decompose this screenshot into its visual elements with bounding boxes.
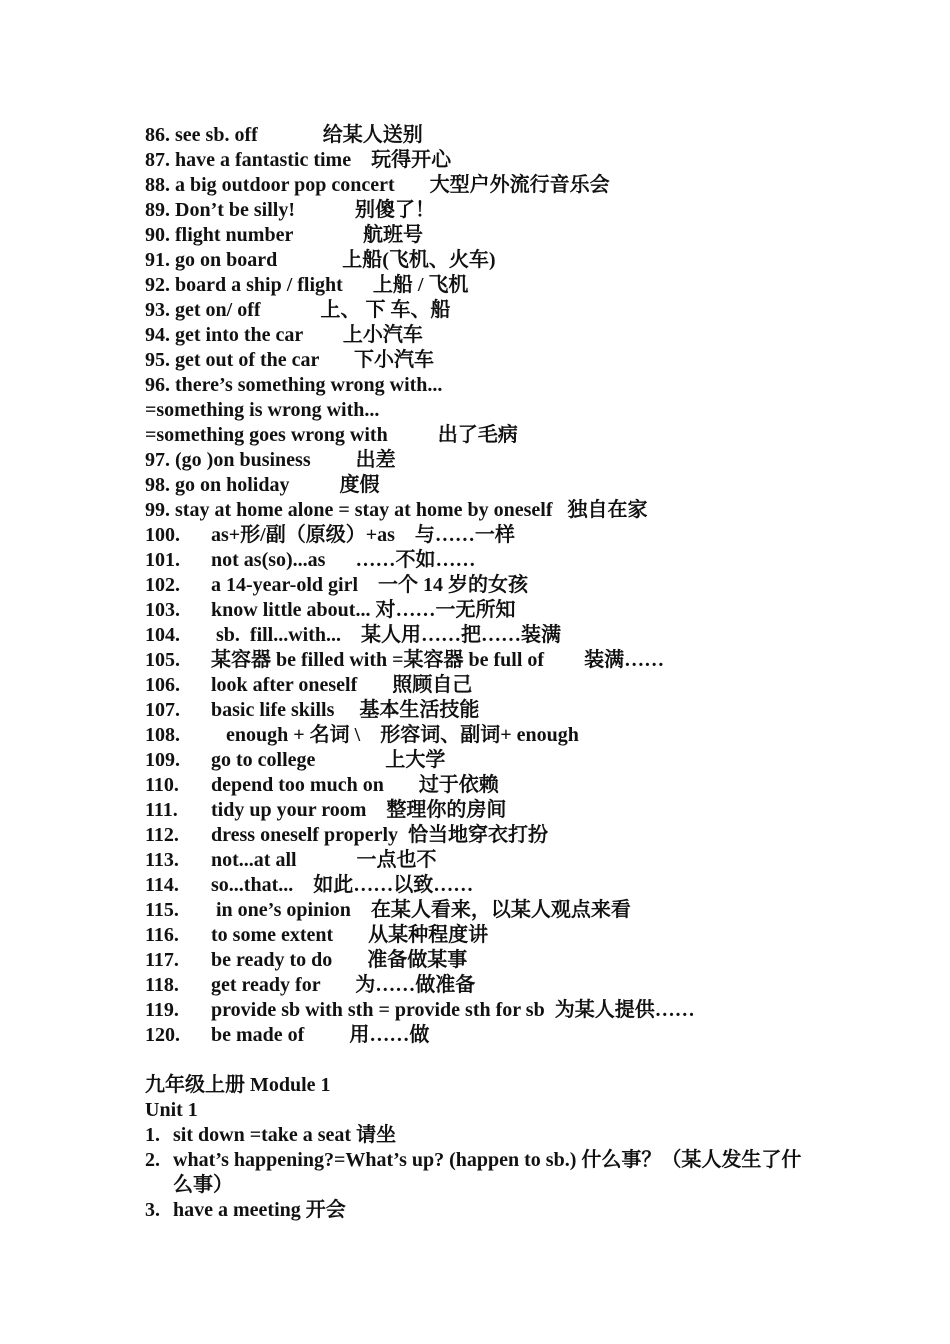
phrase-number: 116. <box>145 924 179 946</box>
phrase-number: 117. <box>145 949 179 971</box>
phrase-number: 115. <box>145 899 179 921</box>
phrase-line: 87. have a fantastic time 玩得开心 <box>145 149 452 171</box>
phrase-number: 114. <box>145 874 179 896</box>
numbered-phrase <box>145 823 825 848</box>
numbered-phrase <box>145 648 825 673</box>
phrase-line: 93. get on/ off 上、 下 车、船 <box>145 299 451 321</box>
numbered-phrase <box>145 848 825 873</box>
phrase-number: 100. <box>145 524 180 546</box>
phrase-number: 105. <box>145 649 180 671</box>
numbered-phrase <box>145 723 825 748</box>
phrase-number: 108. <box>145 724 180 746</box>
numbered-phrase <box>145 923 825 948</box>
phrase-text: be made of 用……做 <box>211 1024 430 1046</box>
list-item-text: have a meeting 开会 <box>173 1199 346 1221</box>
numbered-phrase <box>145 573 825 598</box>
phrase-line: 88. a big outdoor pop concert 大型户外流行音乐会 <box>145 174 610 196</box>
numbered-phrase <box>145 998 825 1023</box>
phrase-line: =something is wrong with... <box>145 399 380 421</box>
phrase-text: to some extent 从某种程度讲 <box>211 924 489 946</box>
list-item-number: 2. <box>145 1149 160 1171</box>
phrase-line: 95. get out of the car 下小汽车 <box>145 349 435 371</box>
list-item-text: what’s happening?=What’s up? (happen to sb.) 什么事？（某人发生了什么事） <box>173 1149 802 1196</box>
numbered-phrase <box>145 1023 825 1048</box>
phrase-text: get ready for 为……做准备 <box>211 974 476 996</box>
numbered-phrase <box>145 873 825 898</box>
phrase-number: 120. <box>145 1024 180 1046</box>
unit-title: Unit 1 <box>145 1099 198 1121</box>
phrase-line: 86. see sb. off 给某人送别 <box>145 124 423 146</box>
numbered-phrase <box>145 673 825 698</box>
phrase-line: 96. there’s something wrong with... <box>145 374 443 396</box>
phrase-number: 106. <box>145 674 180 696</box>
list-item <box>145 1198 825 1223</box>
phrase-number: 102. <box>145 574 180 596</box>
phrase-number: 109. <box>145 749 180 771</box>
phrase-text: look after oneself 照顾自己 <box>211 674 473 696</box>
phrase-line: 99. stay at home alone = stay at home by oneself 独自在家 <box>145 499 648 521</box>
phrase-number: 119. <box>145 999 179 1021</box>
phrase-line: 97. (go )on business 出差 <box>145 449 396 471</box>
numbered-phrase <box>145 698 825 723</box>
numbered-phrase <box>145 748 825 773</box>
phrase-text: be ready to do 准备做某事 <box>211 949 468 971</box>
phrase-text: in one’s opinion 在某人看来，以某人观点来看 <box>211 899 631 921</box>
numbered-phrase <box>145 798 825 823</box>
numbered-phrase <box>145 598 825 623</box>
list-item-number: 1. <box>145 1124 160 1146</box>
phrase-line: 89. Don’t be silly! 别傻了！ <box>145 199 435 221</box>
phrase-number: 112. <box>145 824 179 846</box>
phrase-text: not as(so)...as ……不如…… <box>211 549 476 571</box>
phrase-text: a 14-year-old girl 一个 14 岁的女孩 <box>211 574 529 596</box>
numbered-phrase <box>145 548 825 573</box>
phrase-number: 111. <box>145 799 178 821</box>
phrase-text: provide sb with sth = provide sth for sb 为某人提供…… <box>211 999 695 1021</box>
phrase-text: sb. fill...with... 某人用……把……装满 <box>211 624 562 646</box>
phrase-text: go to college 上大学 <box>211 749 446 771</box>
phrase-number: 118. <box>145 974 179 996</box>
phrase-number: 101. <box>145 549 180 571</box>
list-item <box>145 1148 825 1198</box>
phrase-text: depend too much on 过于依赖 <box>211 774 499 796</box>
phrase-text: so...that... 如此……以致…… <box>211 874 474 896</box>
phrase-text: enough + 名词 \ 形容词、副词+ enough <box>211 724 579 746</box>
phrase-text: dress oneself properly 恰当地穿衣打扮 <box>211 824 549 846</box>
numbered-phrase <box>145 948 825 973</box>
phrase-list <box>145 123 825 1223</box>
blank-line <box>145 1048 825 1073</box>
phrase-number: 104. <box>145 624 180 646</box>
section-title: 九年级上册 Module 1 <box>145 1074 331 1096</box>
phrase-text: tidy up your room 整理你的房间 <box>211 799 507 821</box>
phrase-line: 91. go on board 上船(飞机、火车) <box>145 249 496 271</box>
phrase-line: =something goes wrong with 出了毛病 <box>145 424 518 446</box>
phrase-line: 92. board a ship / flight 上船 / 飞机 <box>145 274 469 296</box>
numbered-phrase <box>145 973 825 998</box>
phrase-line: 94. get into the car 上小汽车 <box>145 324 423 346</box>
phrase-line: 98. go on holiday 度假 <box>145 474 380 496</box>
phrase-text: not...at all 一点也不 <box>211 849 437 871</box>
phrase-text: 某容器 be filled with =某容器 be full of 装满…… <box>211 649 665 671</box>
numbered-phrase <box>145 773 825 798</box>
numbered-phrase <box>145 898 825 923</box>
phrase-text: know little about... 对……一无所知 <box>211 599 516 621</box>
numbered-phrase <box>145 523 825 548</box>
phrase-text: as+形/副（原级）+as 与……一样 <box>211 524 515 546</box>
phrase-number: 110. <box>145 774 179 796</box>
phrase-text: basic life skills 基本生活技能 <box>211 699 480 721</box>
list-item <box>145 1123 825 1148</box>
list-item-text: sit down =take a seat 请坐 <box>173 1124 397 1146</box>
phrase-number: 113. <box>145 849 179 871</box>
phrase-line: 90. flight number 航班号 <box>145 224 423 246</box>
numbered-phrase <box>145 623 825 648</box>
phrase-number: 103. <box>145 599 180 621</box>
phrase-number: 107. <box>145 699 180 721</box>
list-item-number: 3. <box>145 1199 160 1221</box>
